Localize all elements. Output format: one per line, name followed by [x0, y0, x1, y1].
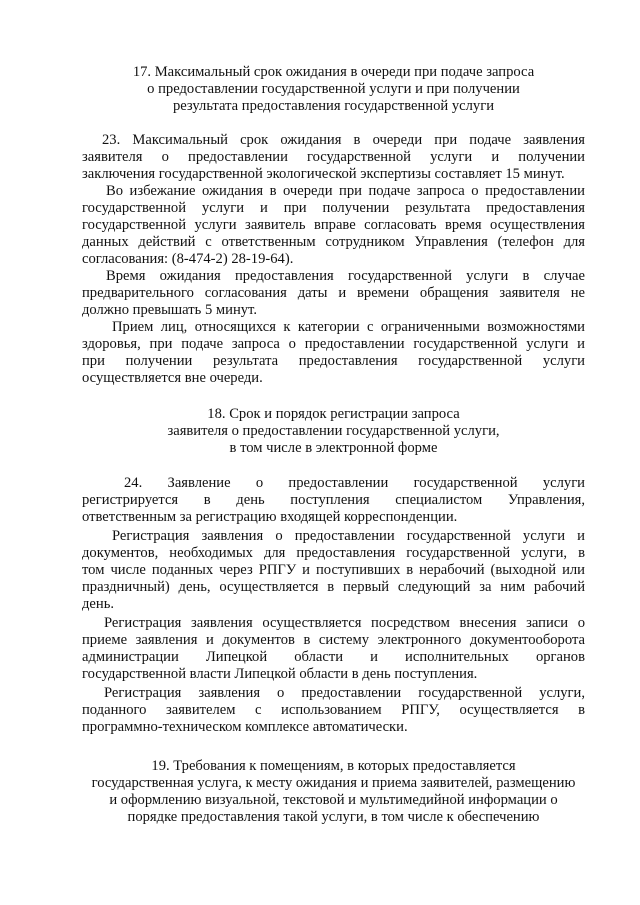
text-line: 24. Заявление о предоставлении государственной услуги	[124, 475, 585, 491]
section-19-heading	[82, 758, 585, 826]
heading-line: 19. Требования к помещениям, в которых предоставляется	[151, 758, 516, 774]
text-line: Регистрация заявления осуществляется посредством внесения записи о	[104, 615, 585, 631]
text-line: данных действий с ответственным сотрудником Управления (телефон для	[82, 234, 585, 250]
text-line: государственной услуги и при получении результата предоставления	[82, 200, 585, 216]
text-line: праздничный) день, осуществляется в первый следующий за ним рабочий	[82, 579, 585, 595]
text-line: администрации Липецкой области и исполнительных органов	[82, 649, 585, 665]
paragraph-document-flow	[82, 615, 585, 683]
heading-line: результата предоставления государственной услуги	[172, 98, 495, 114]
text-line: Регистрация заявления о предоставлении государственной услуги и	[112, 528, 585, 544]
text-line: 23. Максимальный срок ожидания в очереди при подаче заявления	[102, 132, 585, 148]
section-18-heading	[82, 406, 585, 457]
heading-line: и оформлению визуальной, текстовой и мультимедийной информации о	[109, 792, 558, 808]
text-line: поданного заявителем с использованием РПГУ, осуществляется в	[82, 702, 585, 718]
paragraph-priority-reception	[82, 319, 585, 387]
heading-line: государственная услуга, к месту ожидания и приема заявителей, размещению	[91, 775, 576, 791]
text-line: заявителя о предоставлении государственной услуги и получении	[82, 149, 585, 165]
text-line: регистрируется в день поступления специалистом Управления,	[82, 492, 585, 508]
heading-line: в том числе в электронной форме	[229, 440, 438, 456]
heading-line: о предоставлении государственной услуги и при получении	[147, 81, 520, 97]
text-line: Во избежание ожидания в очереди при подаче запроса о предоставлении	[106, 183, 585, 199]
text-line: предварительного согласования даты и времени обращения заявителя не	[82, 285, 585, 301]
text-line: должно превышать 5 минут.	[82, 302, 257, 318]
heading-line: порядке предоставления такой услуги, в том числе к обеспечению	[127, 809, 540, 825]
text-line: приеме заявления и документов в систему электронного документооборота	[82, 632, 585, 648]
text-line: Время ожидания предоставления государственной услуги в случае	[106, 268, 585, 284]
paragraph-24	[82, 475, 585, 526]
text-line: том числе поданных через РПГУ и поступивших в нерабочий (выходной или	[82, 562, 585, 578]
text-line: государственной власти Липецкой области в день поступления.	[82, 666, 478, 682]
paragraph-automatic-registration	[82, 685, 585, 736]
text-line: заключения государственной экологической экспертизы составляет 15 минут.	[82, 166, 565, 182]
paragraph-queue-avoidance	[82, 183, 585, 268]
text-line: государственной услуги заявитель вправе согласовать время осуществления	[82, 217, 585, 233]
paragraph-waiting-time	[82, 268, 585, 319]
text-line: Прием лиц, относящихся к категории с ограниченными возможностями	[112, 319, 585, 335]
text-line: программно-техническом комплексе автоматически.	[82, 719, 408, 735]
text-line: согласования: (8-474-2) 28-19-64).	[82, 251, 294, 267]
text-line: осуществляется вне очереди.	[82, 370, 263, 386]
paragraph-registration	[82, 528, 585, 613]
paragraph-23	[82, 132, 585, 183]
text-line: здоровья, при подаче запроса о предоставлении государственной услуги и	[82, 336, 585, 352]
text-line: Регистрация заявления о предоставлении государственной услуги,	[104, 685, 585, 701]
heading-line: заявителя о предоставлении государственной услуги,	[167, 423, 500, 439]
heading-line: 18. Срок и порядок регистрации запроса	[207, 406, 460, 422]
section-17-heading	[82, 64, 585, 115]
text-line: ответственным за регистрацию входящей корреспонденции.	[82, 509, 458, 525]
text-line: документов, необходимых для предоставления государственной услуги, в	[82, 545, 585, 561]
text-line: при получении результата предоставления государственной услуги	[82, 353, 585, 369]
text-line: день.	[82, 596, 115, 612]
heading-line: 17. Максимальный срок ожидания в очереди при подаче запроса	[132, 64, 535, 80]
